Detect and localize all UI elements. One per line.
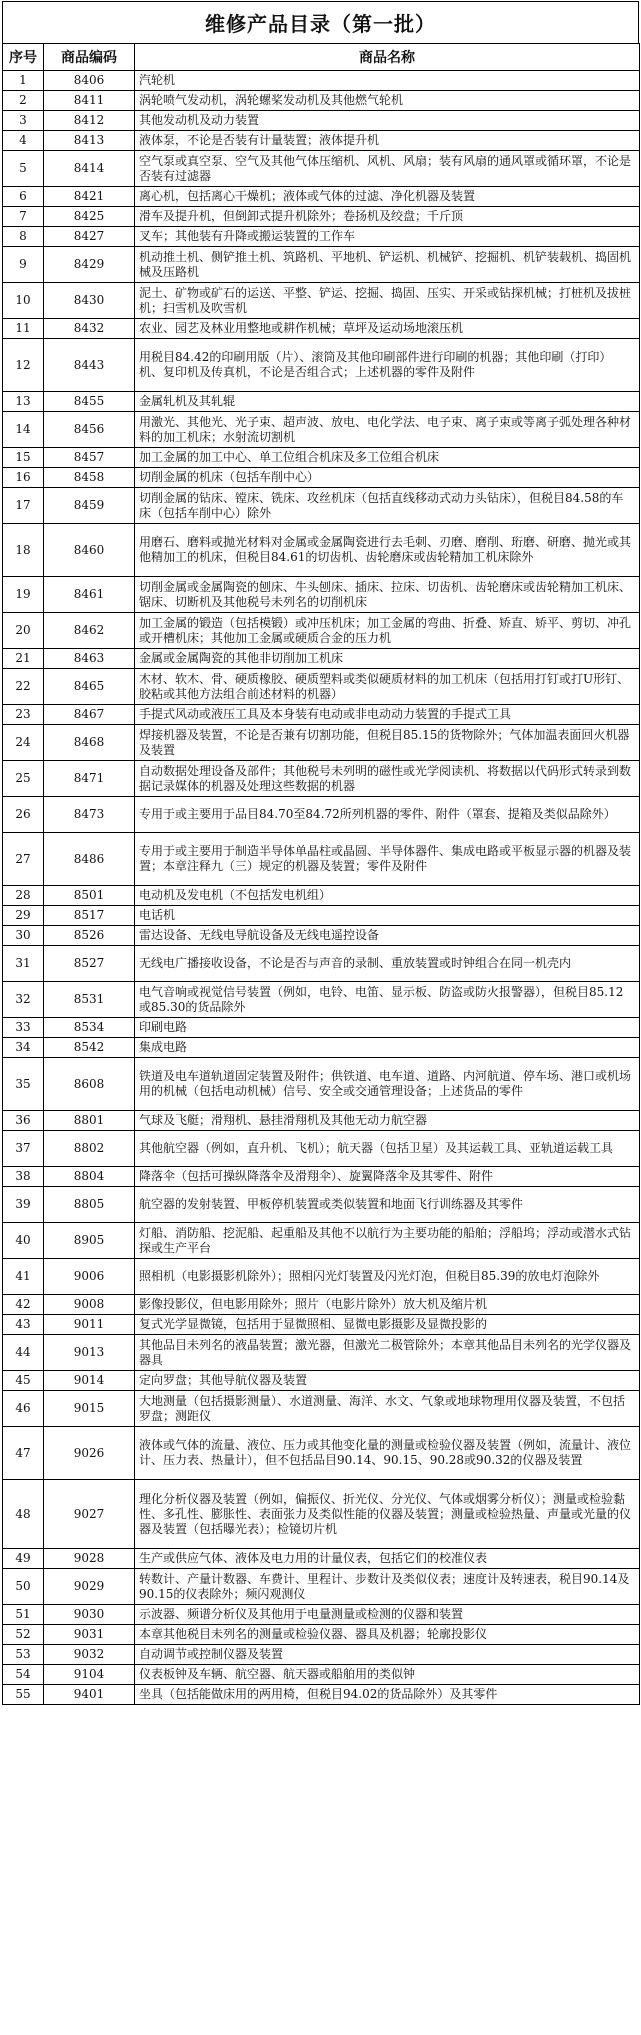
row-name-cell: 加工金属的加工中心、单工位组合机床及多工位组合机床 [135, 448, 640, 468]
row-seq-cell: 1 [3, 71, 44, 91]
row-seq-cell: 33 [3, 1018, 44, 1038]
table-row [3, 1167, 640, 1187]
row-name-cell: 电话机 [135, 906, 640, 926]
table-row [3, 1569, 640, 1605]
row-seq-cell: 47 [3, 1427, 44, 1480]
row-code-cell: 8805 [44, 1187, 135, 1223]
row-code-cell: 8527 [44, 946, 135, 982]
row-code-cell: 8414 [44, 151, 135, 187]
table-row [3, 1295, 640, 1315]
row-seq-cell: 35 [3, 1058, 44, 1111]
row-name-cell: 切削金属或金属陶瓷的刨床、牛头刨床、插床、拉床、切齿机、齿轮磨床或齿轮精加工机床、锯床、切断机及其他税号未列名的切削机床 [135, 577, 640, 613]
row-code-cell: 8467 [44, 705, 135, 725]
row-code-cell: 8462 [44, 613, 135, 649]
row-name-cell: 照相机（电影摄影机除外）；照相闪光灯装置及闪光灯泡，但税目85.39的放电灯泡除外 [135, 1259, 640, 1295]
row-name-cell: 示波器、频谱分析仪及其他用于电量测量或检测的仪器和装置 [135, 1605, 640, 1625]
row-code-cell: 8471 [44, 761, 135, 797]
row-name-cell: 涡轮喷气发动机，涡轮螺桨发动机及其他燃气轮机 [135, 91, 640, 111]
table-row [3, 761, 640, 797]
table-row [3, 488, 640, 524]
table-row [3, 1605, 640, 1625]
product-catalog-document [2, 1, 639, 1705]
row-code-cell: 9014 [44, 1371, 135, 1391]
row-code-cell: 8458 [44, 468, 135, 488]
table-row [3, 1665, 640, 1685]
row-code-cell: 8457 [44, 448, 135, 468]
row-name-cell: 影像投影仪，但电影用除外；照片（电影片除外）放大机及缩片机 [135, 1295, 640, 1315]
table-row [3, 1131, 640, 1167]
row-code-cell: 8501 [44, 886, 135, 906]
row-name-cell: 木材、软木、骨、硬质橡胶、硬质塑料或类似硬质材料的加工机床（包括用打钉或打U形钉、胶粘或其他方法组合前述材料的机器） [135, 669, 640, 705]
row-seq-cell: 5 [3, 151, 44, 187]
table-row [3, 283, 640, 319]
row-name-cell: 其他发动机及动力装置 [135, 111, 640, 131]
table-row [3, 1335, 640, 1371]
row-code-cell: 9013 [44, 1335, 135, 1371]
table-row [3, 1625, 640, 1645]
row-seq-cell: 53 [3, 1645, 44, 1665]
table-row [3, 207, 640, 227]
row-seq-cell: 52 [3, 1625, 44, 1645]
row-name-cell: 专用于或主要用于品目84.70至84.72所列机器的零件、附件（罩套、提箱及类似品除外） [135, 797, 640, 833]
row-code-cell: 8427 [44, 227, 135, 247]
table-row [3, 392, 640, 412]
row-name-cell: 滑车及提升机，但倒卸式提升机除外；卷扬机及绞盘；千斤顶 [135, 207, 640, 227]
row-name-cell: 生产或供应气体、液体及电力用的计量仪表，包括它们的校准仪表 [135, 1549, 640, 1569]
row-code-cell: 9028 [44, 1549, 135, 1569]
table-row [3, 227, 640, 247]
row-name-cell: 切削金属的机床（包括车削中心） [135, 468, 640, 488]
row-seq-cell: 28 [3, 886, 44, 906]
row-name-cell: 灯船、消防船、挖泥船、起重船及其他不以航行为主要功能的船舶；浮船坞；浮动或潜水式钻探或生产平台 [135, 1223, 640, 1259]
row-name-cell: 其他品目未列名的液晶装置；激光器，但激光二极管除外；本章其他品目未列名的光学仪器及器具 [135, 1335, 640, 1371]
row-seq-cell: 50 [3, 1569, 44, 1605]
table-row [3, 906, 640, 926]
row-name-cell: 自动数据处理设备及部件；其他税号未列明的磁性或光学阅读机、将数据以代码形式转录到数据记录媒体的机器及处理这些数据的机器 [135, 761, 640, 797]
row-name-cell: 空气泵或真空泵、空气及其他气体压缩机、风机、风扇；装有风扇的通风罩或循环罩，不论是否装有过滤器 [135, 151, 640, 187]
table-body [3, 71, 640, 1705]
row-code-cell: 8455 [44, 392, 135, 412]
row-name-cell: 用磨石、磨料或抛光材料对金属或金属陶瓷进行去毛刺、刃磨、磨削、珩磨、研磨、抛光或其他精加工的机床，但税目84.61的切齿机、齿轮磨床或齿轮精加工机床除外 [135, 524, 640, 577]
row-seq-cell: 48 [3, 1480, 44, 1549]
table-row [3, 1018, 640, 1038]
row-name-cell: 印刷电路 [135, 1018, 640, 1038]
row-name-cell: 金属轧机及其轧辊 [135, 392, 640, 412]
row-seq-cell: 10 [3, 283, 44, 319]
header-seq: 序号 [3, 44, 44, 71]
row-seq-cell: 42 [3, 1295, 44, 1315]
table-row [3, 187, 640, 207]
row-seq-cell: 38 [3, 1167, 44, 1187]
row-seq-cell: 26 [3, 797, 44, 833]
catalog-table [2, 43, 640, 1705]
row-code-cell: 8905 [44, 1223, 135, 1259]
row-seq-cell: 36 [3, 1111, 44, 1131]
table-row [3, 1480, 640, 1549]
row-code-cell: 9031 [44, 1625, 135, 1645]
row-seq-cell: 4 [3, 131, 44, 151]
table-row [3, 649, 640, 669]
row-name-cell: 农业、园艺及林业用整地或耕作机械；草坪及运动场地滚压机 [135, 319, 640, 339]
table-row [3, 1685, 640, 1705]
table-row [3, 468, 640, 488]
row-code-cell: 9008 [44, 1295, 135, 1315]
row-seq-cell: 22 [3, 669, 44, 705]
row-name-cell: 仪表板钟及车辆、航空器、航天器或船舶用的类似钟 [135, 1665, 640, 1685]
row-name-cell: 其他航空器（例如，直升机、飞机）；航天器（包括卫星）及其运载工具、亚轨道运载工具 [135, 1131, 640, 1167]
row-name-cell: 金属或金属陶瓷的其他非切削加工机床 [135, 649, 640, 669]
row-name-cell: 大地测量（包括摄影测量）、水道测量、海洋、水文、气象或地球物理用仪器及装置，不包括罗盘；测距仪 [135, 1391, 640, 1427]
table-row [3, 1315, 640, 1335]
row-code-cell: 9015 [44, 1391, 135, 1427]
row-seq-cell: 29 [3, 906, 44, 926]
table-row [3, 797, 640, 833]
row-seq-cell: 45 [3, 1371, 44, 1391]
row-name-cell: 本章其他税目未列名的测量或检验仪器、器具及机器；轮廓投影仪 [135, 1625, 640, 1645]
row-code-cell: 9401 [44, 1685, 135, 1705]
row-seq-cell: 14 [3, 412, 44, 448]
table-row [3, 946, 640, 982]
header-code: 商品编码 [44, 44, 135, 71]
row-seq-cell: 11 [3, 319, 44, 339]
row-code-cell: 8406 [44, 71, 135, 91]
row-code-cell: 9104 [44, 1665, 135, 1685]
table-row [3, 524, 640, 577]
table-row [3, 412, 640, 448]
row-seq-cell: 51 [3, 1605, 44, 1625]
row-name-cell: 液体泵，不论是否装有计量装置；液体提升机 [135, 131, 640, 151]
row-code-cell: 8421 [44, 187, 135, 207]
row-name-cell: 专用于或主要用于制造半导体单晶柱或晶圆、半导体器件、集成电路或平板显示器的机器及装置；本章注释九（三）规定的机器及装置；零件及附件 [135, 833, 640, 886]
row-code-cell: 8804 [44, 1167, 135, 1187]
row-code-cell: 9029 [44, 1569, 135, 1605]
row-seq-cell: 37 [3, 1131, 44, 1167]
row-name-cell: 泥土、矿物或矿石的运送、平整、铲运、挖掘、捣固、压实、开采或钻探机械；打桩机及拔桩机；扫雪机及吹雪机 [135, 283, 640, 319]
row-code-cell: 9011 [44, 1315, 135, 1335]
row-seq-cell: 39 [3, 1187, 44, 1223]
row-code-cell: 8517 [44, 906, 135, 926]
table-row [3, 1371, 640, 1391]
table-header [3, 44, 640, 71]
table-row [3, 91, 640, 111]
row-code-cell: 8411 [44, 91, 135, 111]
document-title: 维修产品目录（第一批） [2, 1, 639, 43]
row-name-cell: 用税目84.42的印刷用版（片）、滚筒及其他印刷部件进行印刷的机器；其他印刷（打印）机、复印机及传真机，不论是否组合式；上述机器的零件及附件 [135, 339, 640, 392]
row-code-cell: 9032 [44, 1645, 135, 1665]
row-code-cell: 8486 [44, 833, 135, 886]
row-seq-cell: 27 [3, 833, 44, 886]
row-code-cell: 9030 [44, 1605, 135, 1625]
table-row [3, 1391, 640, 1427]
row-code-cell: 8531 [44, 982, 135, 1018]
table-row [3, 982, 640, 1018]
table-row [3, 1427, 640, 1480]
row-seq-cell: 9 [3, 247, 44, 283]
row-name-cell: 机动推土机、侧铲推土机、筑路机、平地机、铲运机、机械铲、挖掘机、机铲装载机、捣固机械及压路机 [135, 247, 640, 283]
row-seq-cell: 3 [3, 111, 44, 131]
row-seq-cell: 8 [3, 227, 44, 247]
row-code-cell: 8473 [44, 797, 135, 833]
table-row [3, 448, 640, 468]
table-row [3, 1038, 640, 1058]
row-name-cell: 铁道及电车道轨道固定装置及附件；供铁道、电车道、道路、内河航道、停车场、港口或机场用的机械（包括电动机械）信号、安全或交通管理设备；上述货品的零件 [135, 1058, 640, 1111]
row-name-cell: 焊接机器及装置，不论是否兼有切割功能，但税目85.15的货物除外；气体加温表面回火机器及装置 [135, 725, 640, 761]
row-name-cell: 叉车；其他装有升降或搬运装置的工作车 [135, 227, 640, 247]
row-code-cell: 8461 [44, 577, 135, 613]
row-seq-cell: 13 [3, 392, 44, 412]
row-code-cell: 8412 [44, 111, 135, 131]
row-seq-cell: 43 [3, 1315, 44, 1335]
row-seq-cell: 30 [3, 926, 44, 946]
row-name-cell: 加工金属的锻造（包括模锻）或冲压机床；加工金属的弯曲、折叠、矫直、矫平、剪切、冲孔或开槽机床；其他加工金属或硬质合金的压力机 [135, 613, 640, 649]
row-seq-cell: 24 [3, 725, 44, 761]
row-name-cell: 雷达设备、无线电导航设备及无线电遥控设备 [135, 926, 640, 946]
row-name-cell: 电气音响或视觉信号装置（例如，电铃、电笛、显示板、防盗或防火报警器），但税目85.12或85.30的货品除外 [135, 982, 640, 1018]
table-row [3, 339, 640, 392]
row-name-cell: 航空器的发射装置、甲板停机装置或类似装置和地面飞行训练器及其零件 [135, 1187, 640, 1223]
row-name-cell: 转数计、产量计数器、车费计、里程计、步数计及类似仪表；速度计及转速表，税目90.14及90.15的仪表除外；频闪观测仪 [135, 1569, 640, 1605]
row-seq-cell: 41 [3, 1259, 44, 1295]
row-code-cell: 8468 [44, 725, 135, 761]
table-row [3, 705, 640, 725]
row-seq-cell: 7 [3, 207, 44, 227]
table-row [3, 131, 640, 151]
row-code-cell: 8534 [44, 1018, 135, 1038]
table-row [3, 1645, 640, 1665]
table-row [3, 1187, 640, 1223]
row-seq-cell: 2 [3, 91, 44, 111]
row-name-cell: 汽轮机 [135, 71, 640, 91]
row-seq-cell: 31 [3, 946, 44, 982]
row-code-cell: 8608 [44, 1058, 135, 1111]
row-code-cell: 8526 [44, 926, 135, 946]
table-row [3, 1259, 640, 1295]
row-name-cell: 气球及飞艇；滑翔机、悬挂滑翔机及其他无动力航空器 [135, 1111, 640, 1131]
row-name-cell: 理化分析仪器及装置（例如，偏振仪、折光仪、分光仪、气体或烟雾分析仪）；测量或检验黏性、多孔性、膨胀性、表面张力及类似性能的仪器及装置；测量或检验热量、声量或光量的仪器及装置（包括曝光表）；检镜切片机 [135, 1480, 640, 1549]
row-name-cell: 自动调节或控制仪器及装置 [135, 1645, 640, 1665]
table-row [3, 1058, 640, 1111]
row-code-cell: 8465 [44, 669, 135, 705]
row-name-cell: 液体或气体的流量、液位、压力或其他变化量的测量或检验仪器及装置（例如，流量计、液位计、压力表、热量计），但不包括品目90.14、90.15、90.28或90.32的仪器及装置 [135, 1427, 640, 1480]
row-seq-cell: 32 [3, 982, 44, 1018]
row-code-cell: 8542 [44, 1038, 135, 1058]
table-row [3, 833, 640, 886]
row-seq-cell: 16 [3, 468, 44, 488]
table-row [3, 725, 640, 761]
row-seq-cell: 54 [3, 1665, 44, 1685]
row-seq-cell: 55 [3, 1685, 44, 1705]
row-code-cell: 8459 [44, 488, 135, 524]
row-code-cell: 8430 [44, 283, 135, 319]
row-name-cell: 复式光学显微镜，包括用于显微照相、显微电影摄影及显微投影的 [135, 1315, 640, 1335]
row-name-cell: 定向罗盘；其他导航仪器及装置 [135, 1371, 640, 1391]
row-code-cell: 8425 [44, 207, 135, 227]
table-row [3, 613, 640, 649]
row-seq-cell: 18 [3, 524, 44, 577]
row-seq-cell: 49 [3, 1549, 44, 1569]
table-row [3, 111, 640, 131]
row-seq-cell: 20 [3, 613, 44, 649]
row-code-cell: 9027 [44, 1480, 135, 1549]
row-code-cell: 8463 [44, 649, 135, 669]
table-row [3, 926, 640, 946]
row-name-cell: 集成电路 [135, 1038, 640, 1058]
row-name-cell: 降落伞（包括可操纵降落伞及滑翔伞）、旋翼降落伞及其零件、附件 [135, 1167, 640, 1187]
table-row [3, 319, 640, 339]
row-code-cell: 8432 [44, 319, 135, 339]
table-row [3, 577, 640, 613]
row-seq-cell: 25 [3, 761, 44, 797]
row-code-cell: 8801 [44, 1111, 135, 1131]
row-name-cell: 离心机，包括离心干燥机；液体或气体的过滤、净化机器及装置 [135, 187, 640, 207]
row-name-cell: 电动机及发电机（不包括发电机组） [135, 886, 640, 906]
row-code-cell: 9006 [44, 1259, 135, 1295]
row-seq-cell: 34 [3, 1038, 44, 1058]
row-name-cell: 切削金属的钻床、镗床、铣床、攻丝机床（包括直线移动式动力头钻床），但税目84.58的车床（包括车削中心）除外 [135, 488, 640, 524]
row-seq-cell: 19 [3, 577, 44, 613]
row-code-cell: 8413 [44, 131, 135, 151]
row-seq-cell: 6 [3, 187, 44, 207]
row-seq-cell: 17 [3, 488, 44, 524]
row-name-cell: 用激光、其他光、光子束、超声波、放电、电化学法、电子束、离子束或等离子弧处理各种材料的加工机床；水射流切割机 [135, 412, 640, 448]
table-row [3, 1223, 640, 1259]
row-seq-cell: 12 [3, 339, 44, 392]
row-code-cell: 8460 [44, 524, 135, 577]
table-row [3, 151, 640, 187]
row-code-cell: 8456 [44, 412, 135, 448]
row-code-cell: 8429 [44, 247, 135, 283]
row-name-cell: 坐具（包括能做床用的两用椅，但税目94.02的货品除外）及其零件 [135, 1685, 640, 1705]
row-code-cell: 8802 [44, 1131, 135, 1167]
table-row [3, 669, 640, 705]
row-seq-cell: 40 [3, 1223, 44, 1259]
table-row [3, 1549, 640, 1569]
row-name-cell: 手提式风动或液压工具及本身装有电动或非电动动力装置的手提式工具 [135, 705, 640, 725]
row-code-cell: 9026 [44, 1427, 135, 1480]
row-seq-cell: 21 [3, 649, 44, 669]
row-seq-cell: 44 [3, 1335, 44, 1371]
table-row [3, 886, 640, 906]
row-name-cell: 无线电广播接收设备，不论是否与声音的录制、重放装置或时钟组合在同一机壳内 [135, 946, 640, 982]
table-row [3, 247, 640, 283]
header-name: 商品名称 [135, 44, 640, 71]
row-seq-cell: 46 [3, 1391, 44, 1427]
row-code-cell: 8443 [44, 339, 135, 392]
row-seq-cell: 15 [3, 448, 44, 468]
table-row [3, 1111, 640, 1131]
table-row [3, 71, 640, 91]
row-seq-cell: 23 [3, 705, 44, 725]
